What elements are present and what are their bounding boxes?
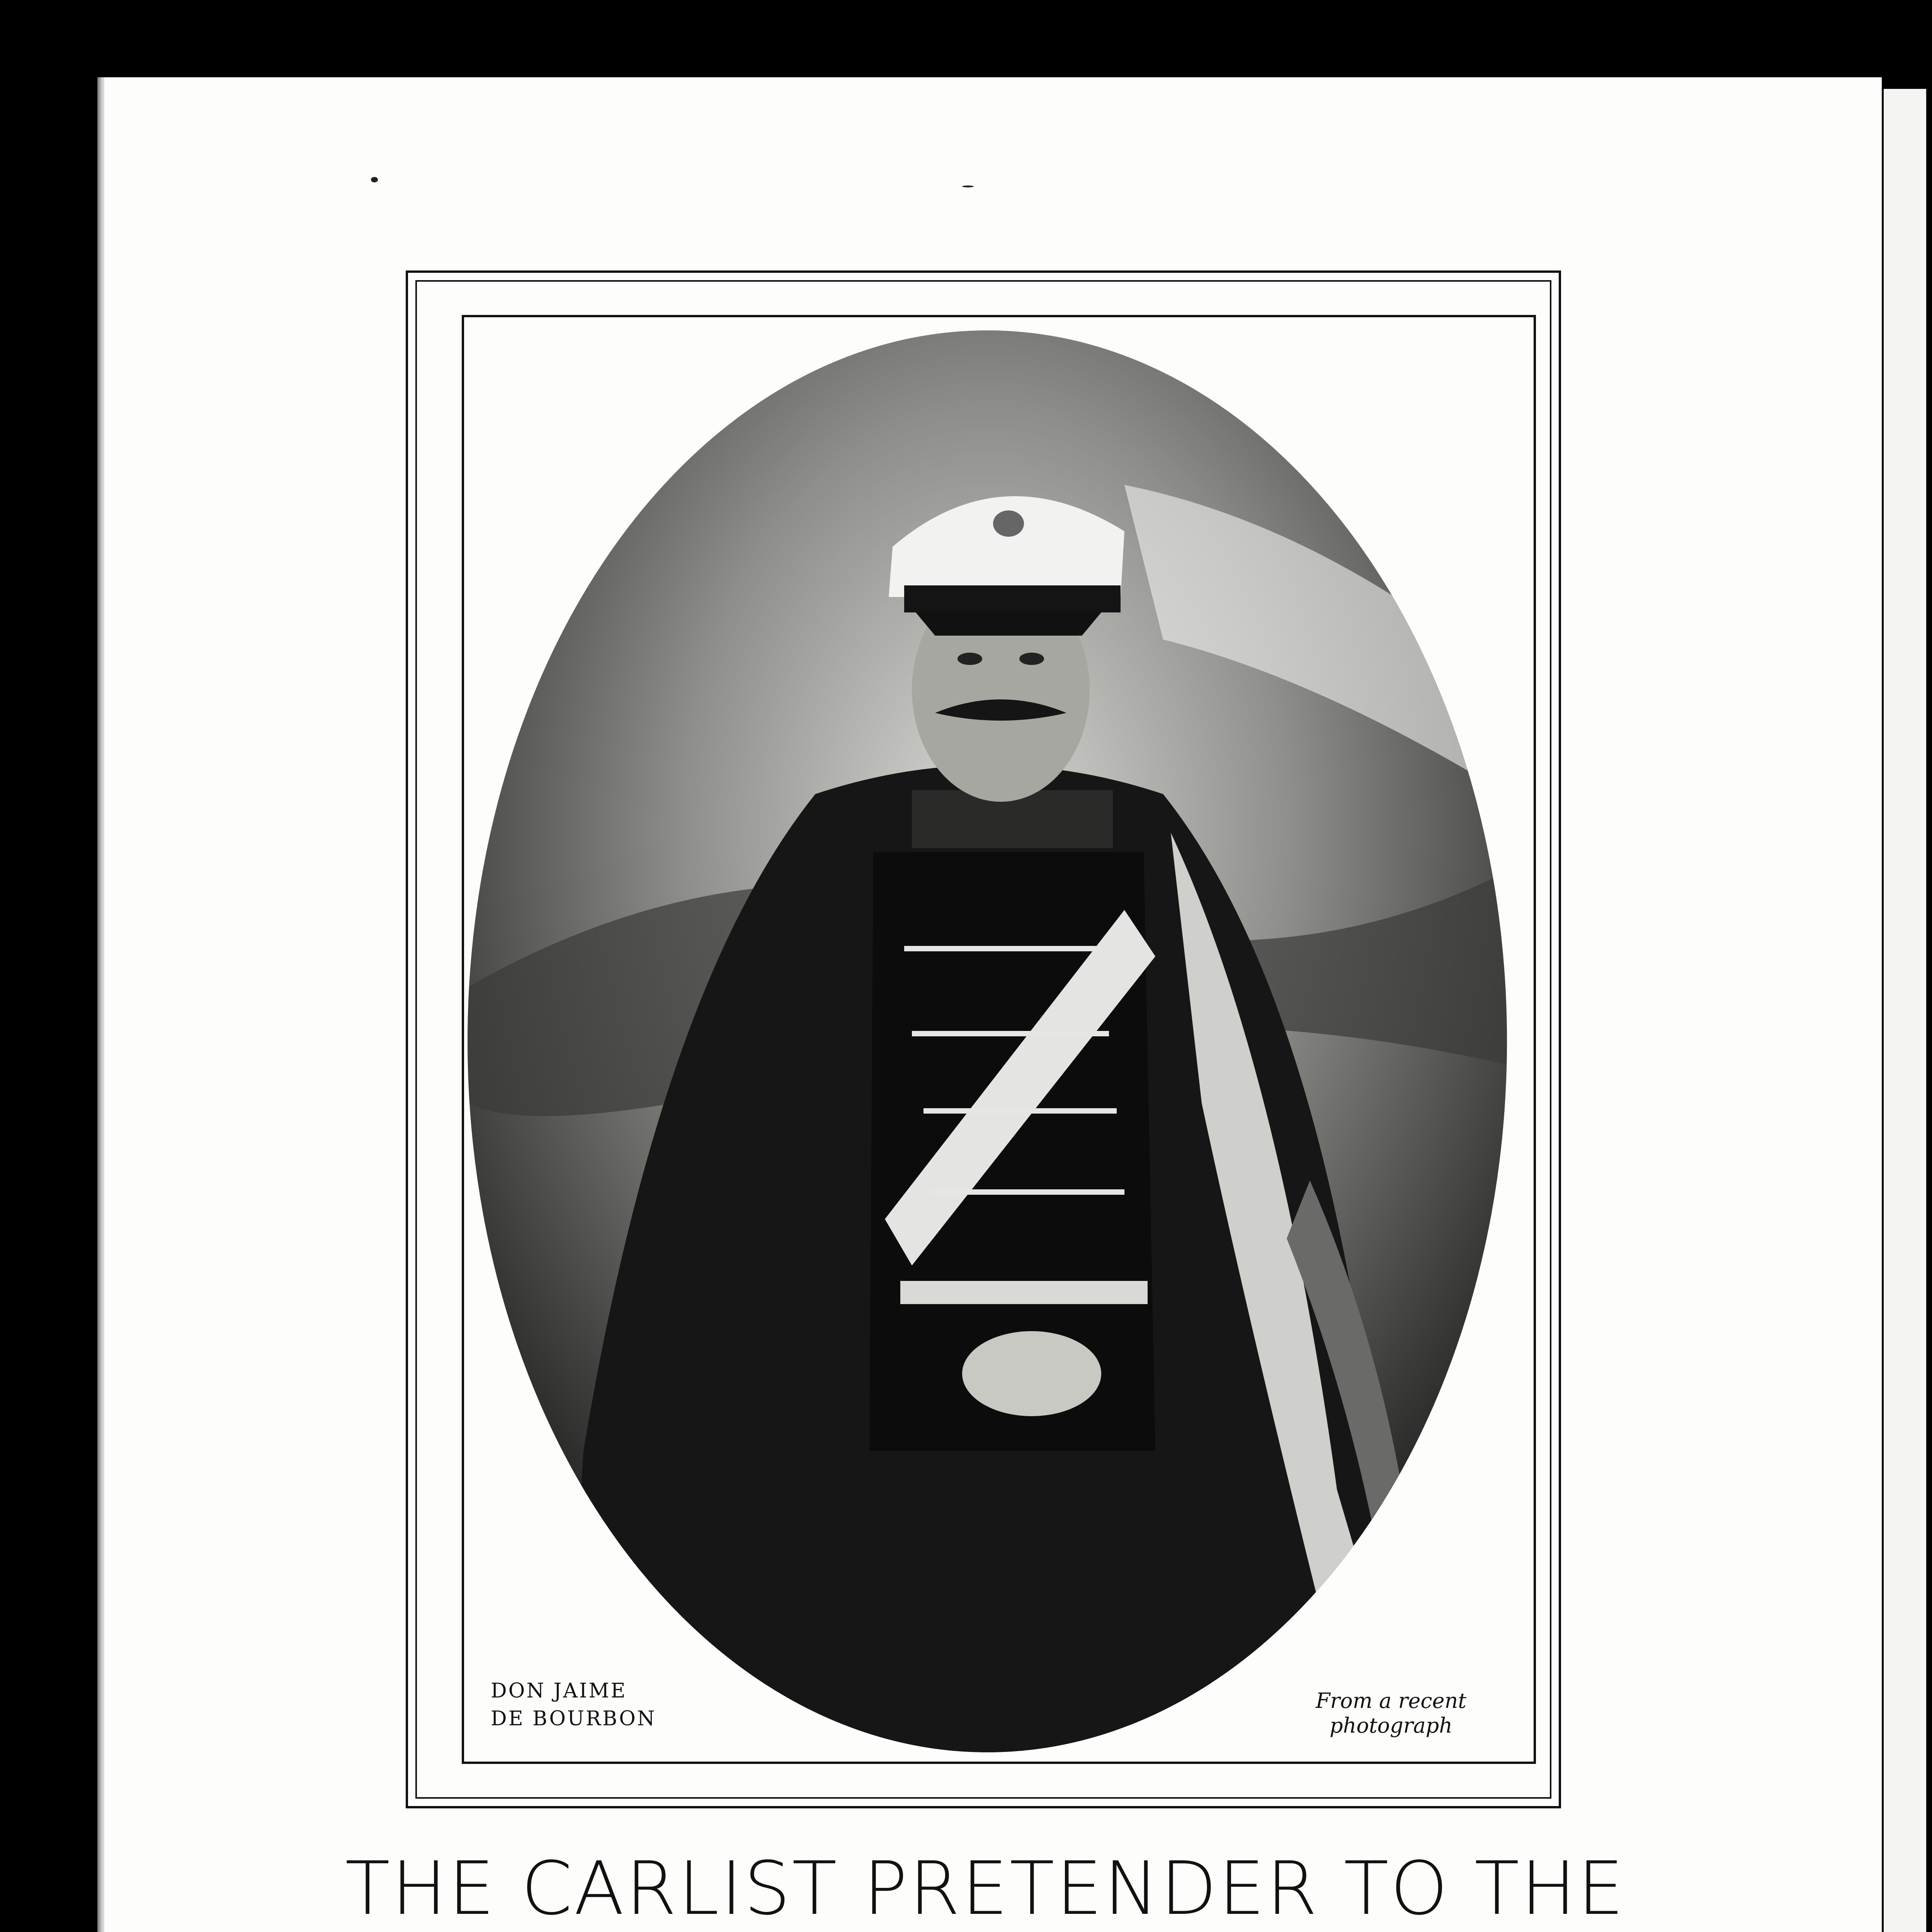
caption-line: From a recent xyxy=(1316,1689,1466,1713)
portrait-photograph xyxy=(468,330,1507,1752)
adjacent-page-edge xyxy=(1884,89,1926,1932)
caption-line: DE BOURBON xyxy=(491,1707,656,1730)
caption-line: photograph xyxy=(1330,1713,1452,1738)
photo-caption-credit xyxy=(1291,1689,1492,1738)
scan-speck xyxy=(371,177,378,182)
scan-speck xyxy=(962,185,974,187)
title-line: THE CARLIST PRETENDER TO THE xyxy=(345,1846,1626,1931)
caption-line: DON JAIME xyxy=(491,1679,627,1702)
photo-caption-subject xyxy=(491,1677,707,1733)
article-title xyxy=(232,1839,1739,1932)
